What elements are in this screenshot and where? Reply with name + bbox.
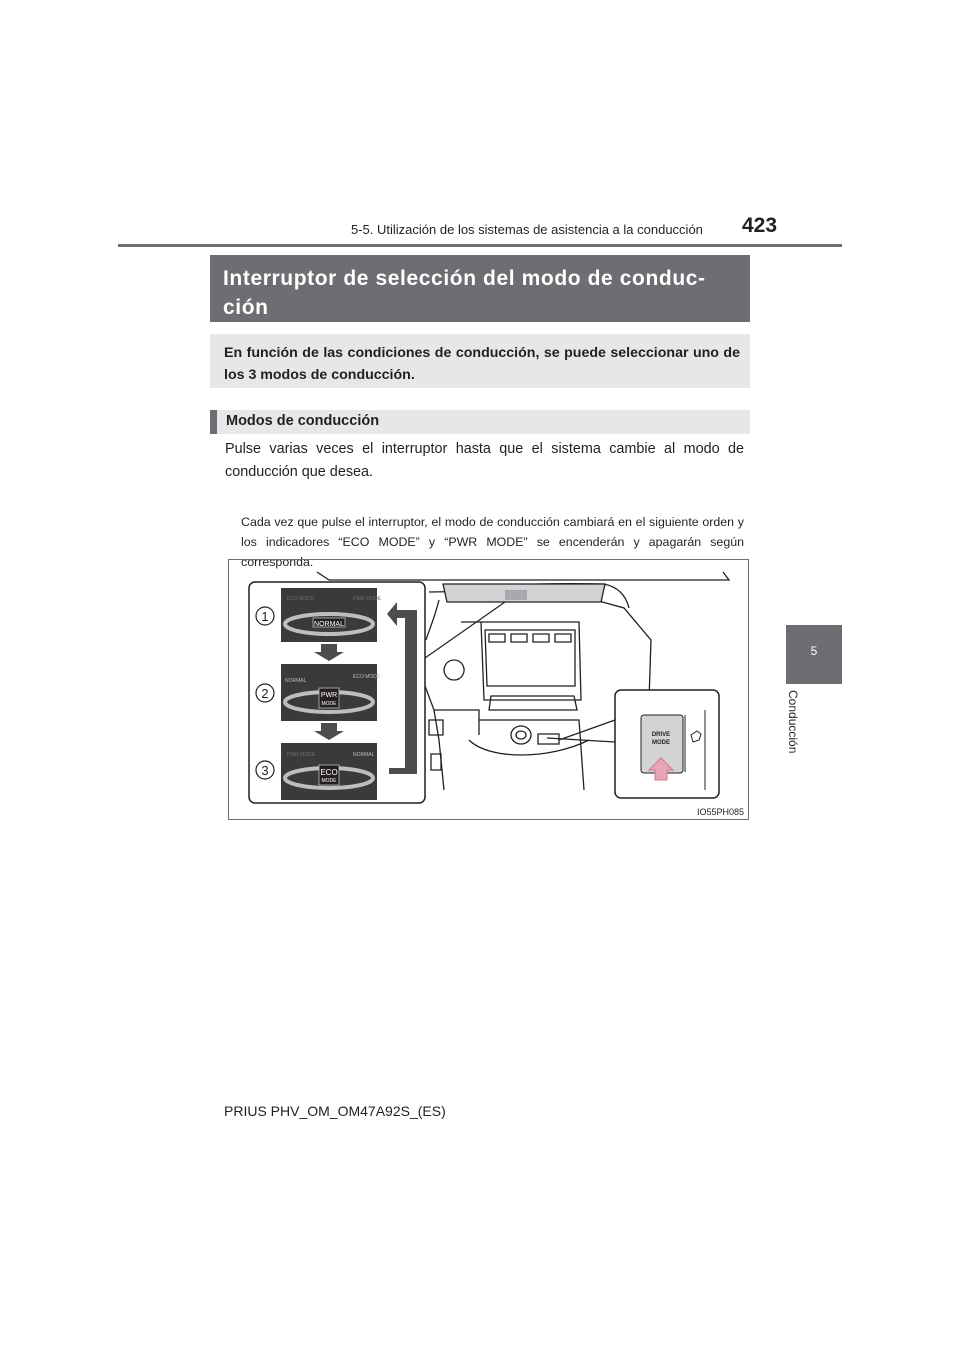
step1-top-left: ECO MODE [287, 596, 315, 602]
header-section-title: 5-5. Utilización de los sistemas de asistencia a la conducción [351, 222, 703, 237]
intro-box [210, 334, 750, 388]
drive-mode-illustration [229, 560, 748, 819]
step3-center-line2: MODE [321, 778, 337, 784]
step3-top-left: PWR MODE [287, 752, 316, 758]
switch-label-line2: MODE [652, 740, 670, 746]
chapter-label-text: Conducción [786, 690, 800, 754]
step2-top-left: NORMAL [285, 678, 307, 684]
figure-illustration [228, 559, 749, 820]
header-divider [118, 244, 842, 247]
section-title-line1: Interruptor de selección del modo de conduc- [223, 267, 706, 290]
subheading-accent [210, 410, 217, 434]
step3-top-right: NORMAL [353, 752, 375, 758]
footer-doc-id: PRIUS PHV_OM_OM47A92S_(ES) [224, 1103, 446, 1119]
step2-number: 2 [261, 686, 269, 701]
subheading: Modos de conducción [226, 413, 380, 429]
subheading-bar [210, 410, 750, 434]
step1-number: 1 [261, 609, 269, 624]
section-title [210, 255, 750, 322]
section-title-box [210, 255, 750, 322]
chapter-tab [786, 625, 842, 684]
page-number: 423 [742, 214, 778, 237]
section-title-line2: ción [223, 296, 269, 319]
step2-center-line2: MODE [321, 701, 337, 707]
note-paragraph: Cada vez que pulse el interruptor, el modo de conducción cambiará en el siguiente orden y los indicadores “ECO MODE” y “PWR MODE” se encenderán y apagarán según corresponda. [241, 515, 744, 569]
figure-code: IO55PH085 [696, 807, 744, 817]
intro-text: En función de las condiciones de conducción, se puede seleccionar uno de los 3 modos de conducción. [224, 345, 740, 383]
body-paragraph: Pulse varias veces el interruptor hasta que el sistema cambie al modo de conducción que desea. [225, 441, 744, 480]
step2-center-line1: PWR [320, 692, 338, 699]
switch-label-line1: DRIVE [651, 732, 671, 738]
chapter-number: 5 [810, 644, 818, 658]
step1-top-right: PWR MODE [353, 596, 382, 602]
chapter-label [780, 690, 810, 760]
step3-center-line1: ECO [320, 768, 338, 777]
step3-number: 3 [261, 763, 269, 778]
step1-center-label: NORMAL [314, 621, 344, 628]
step2-top-right: ECO MODE [353, 674, 381, 680]
